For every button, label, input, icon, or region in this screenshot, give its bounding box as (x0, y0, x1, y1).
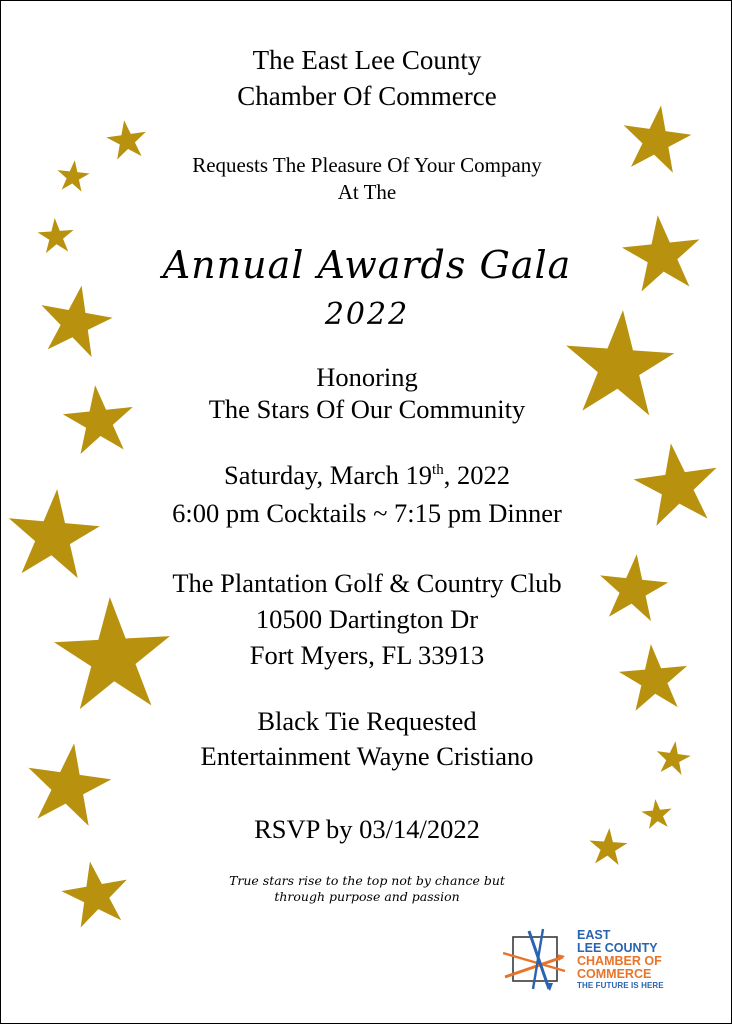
request-line2: At The (337, 180, 397, 204)
rsvp-deadline: RSVP by 03/14/2022 (254, 814, 480, 844)
organization-name-line1: The East Lee County (252, 45, 482, 75)
gala-year: 2022 (324, 297, 410, 332)
event-date (1, 460, 732, 491)
venue-street: 10500 Dartington Dr (255, 604, 479, 634)
event-time: 6:00 pm Cocktails ~ 7:15 pm Dinner (172, 498, 562, 528)
entertainment-note: Entertainment Wayne Cristiano (200, 741, 534, 771)
honoring-line1: Honoring (316, 362, 418, 392)
quote-line1: True stars rise to the top not by chance but (229, 873, 505, 888)
attire-note: Black Tie Requested (257, 706, 477, 736)
logo-line-commerce: COMMERCE (577, 967, 652, 981)
event-date-year: , 2022 (443, 460, 510, 490)
venue-name: The Plantation Golf & Country Club (172, 568, 562, 598)
event-date-ordinal: th (432, 462, 444, 478)
gala-title: Annual Awards Gala (162, 243, 572, 287)
organization-name-line2: Chamber Of Commerce (237, 81, 497, 111)
quote-line2: through purpose and passion (274, 889, 460, 904)
logo-line-chamber-of: CHAMBER OF (577, 954, 662, 968)
chamber-logo-text (577, 929, 664, 991)
honoring-line2: The Stars Of Our Community (208, 394, 526, 424)
logo-tagline: THE FUTURE IS HERE (577, 981, 664, 990)
logo-line-lee-county: LEE COUNTY (577, 941, 658, 955)
logo-line-east: EAST (577, 928, 611, 942)
venue-city: Fort Myers, FL 33913 (249, 640, 485, 670)
event-date-main: Saturday, March 19 (224, 460, 433, 490)
request-line1: Requests The Pleasure Of Your Company (192, 153, 542, 177)
